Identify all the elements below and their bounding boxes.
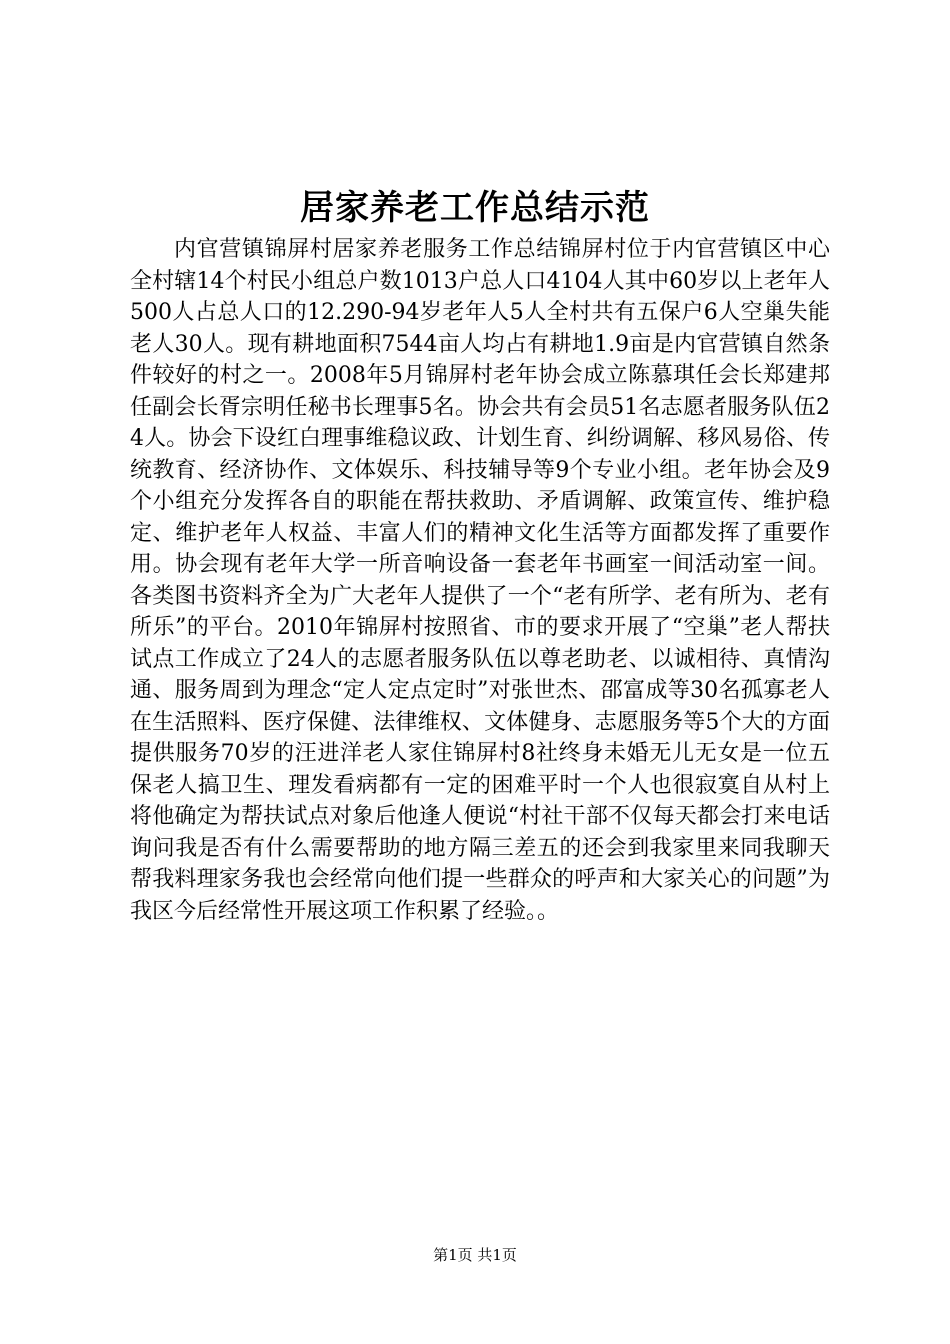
document-body: 内官营镇锦屏村居家养老服务工作总结锦屏村位于内官营镇区中心全村辖14个村民小组总户数1013户总人口4104人其中60岁以上老年人500人占总人口的12.290-94岁老年人5人全村共有五保户6人空巢失能老人30人。现有耕地面积7544亩人均占有耕地1.9亩是内官营镇自然条件较好的村之一。2008年5月锦屏村老年协会成立陈慕琪任会长郑建邦任副会长胥宗明任秘书长理事5名。协会共有会员51名志愿者服务队伍24人。协会下设红白理事维稳议政、计划生育、纠纷调解、移风易俗、传统教育、经济协作、文体娱乐、科技辅导等9个专业小组。老年协会及9个小组充分发挥各自的职能在帮扶救助、矛盾调解、政策宣传、维护稳定、维护老年人权益、丰富人们的精神文化生活等方面都发挥了重要作用。协会现有老年大学一所音响设备一套老年书画室一间活动室一间。各类图书资料齐全为广大老年人提供了一个“老有所学、老有所为、老有所乐”的平台。2010年锦屏村按照省、市的要求开展了“空巢”老人帮扶试点工作成立了24人的志愿者服务队伍以尊老助老、以诚相待、真情沟通、服务周到为理念“定人定点定时”对张世杰、邵富成等30名孤寡老人在生活照料、医疗保健、法律维权、文体健身、志愿服务等5个大的方面提供服务70岁的汪进洋老人家住锦屏村8社终身未婚无儿无女是一位五保老人搞卫生、理发看病都有一定的困难平时一个人也很寂寞自从村上将他确定为帮扶试点对象后他逢人便说“村社干部不仅每天都会打来电话询问我是否有什么需要帮助的地方隔三差五的还会到我家里来同我聊天帮我料理家务我也会经常向他们提一些群众的呼声和大家关心的问题”为我区今后经常性开展这项工作积累了经验。。 bbox=[130, 237, 830, 924]
page-footer: 第1页 共1页 bbox=[433, 1246, 517, 1264]
document-title: 居家养老工作总结示范 bbox=[300, 188, 650, 228]
